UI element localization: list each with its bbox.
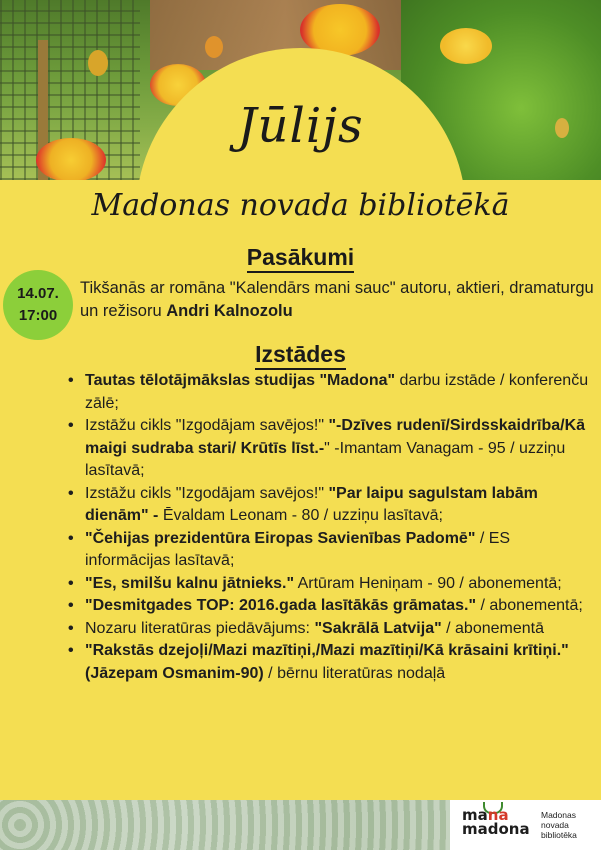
list-item: • Izstāžu cikls "Izgodājam savējos!" "-Dzīves rudenī/Sirdsskaidrība/Kā maigi sudraba stari/ Krūtīs līst.-" -Imantam Vanagam - 95 / uzziņu lasītavā; <box>66 415 596 483</box>
exhibitions-heading: Izstādes <box>0 341 601 368</box>
exhibitions-list <box>66 370 596 685</box>
leaves-image <box>0 800 460 850</box>
list-item: • "Desmitgades TOP: 2016.gada lasītākās grāmatas." / abonementā; <box>66 595 596 618</box>
event-time: 17:00 <box>18 307 58 324</box>
logo-subtitle: Madonas novada bibliotēka <box>541 810 577 840</box>
event-date: 14.07. <box>17 285 59 302</box>
event-guest-name: Andri Kalnozolu <box>166 302 293 320</box>
event-description: Tikšanās ar romāna "Kalendārs mani sauc" autoru, aktieri, dramaturgu un režisoru Andri Kalnozolu <box>80 279 594 320</box>
rose-bud-image <box>88 50 108 76</box>
list-item: • Nozaru literatūras piedāvājums: "Sakrālā Latvija" / abonementā <box>66 618 596 641</box>
list-item: • Izstāžu cikls "Izgodājam savējos!" "Par laipu sagulstam labām dienām" - Ēvaldam Leonam - 80 / uzziņu lasītavā; <box>66 483 596 528</box>
list-item: • "Es, smilšu kalnu jātnieks." Artūram Heniņam - 90 / abonementā; <box>66 573 596 596</box>
list-item: • "Čehijas prezidentūra Eiropas Savienības Padomē" / ES informācijas lasītavā; <box>66 528 596 573</box>
rose-flower-image <box>440 28 492 64</box>
month-title: Jūlijs <box>237 98 364 154</box>
event-date-badge <box>3 270 73 340</box>
rose-bud-image <box>205 36 223 58</box>
library-title: Madonas novada bibliotēkā <box>91 188 510 223</box>
logo-wordmark: mana madona <box>462 806 530 838</box>
list-item: • Tautas tēlotājmākslas studijas "Madona" darbu izstāde / konferenču zālē; <box>66 370 596 415</box>
events-heading: Pasākumi <box>0 244 601 271</box>
list-item: • "Rakstās dzejoļi/Mazi mazītiņi,/Mazi mazītiņi/Kā krāsaini krītiņi." (Jāzepam Osmanim-90) / bērnu literatūras nodaļā <box>66 640 596 685</box>
